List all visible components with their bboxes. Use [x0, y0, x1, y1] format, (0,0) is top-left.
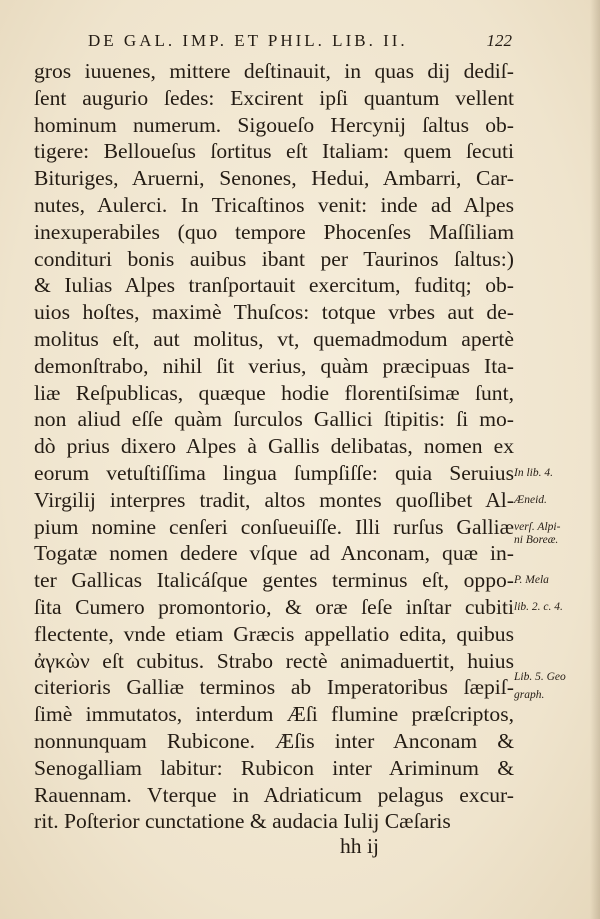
text-line: nutes, Aulerci. In Tricaſtinos venit: inde ad Alpes	[34, 192, 514, 217]
text-line: pium nomine cenſeri conſueuiſſe. Illi rurſus Galliæ	[34, 514, 514, 539]
margin-note: P. Mela	[514, 574, 549, 587]
catchword: hh ij	[340, 834, 379, 858]
margin-note: Æneid.	[514, 493, 547, 506]
text-line: flectente, vnde etiam Græcis appellatio edita, quibus	[34, 621, 514, 646]
text-line: condituri bonis auibus ibant per Taurinos ſaltus:)	[34, 246, 514, 271]
margin-note: In lib. 4.	[514, 467, 553, 479]
page-number: 122	[486, 31, 512, 50]
margin-note: Lib. 5. Geo	[514, 670, 566, 683]
body-text	[34, 58, 514, 835]
text-line: tigere: Belloueſus ſortitus eſt Italiam: quem ſecuti	[34, 139, 514, 164]
text-line: Bituriges, Aruerni, Senones, Hedui, Ambarri, Car-	[34, 166, 514, 191]
text-line: Rauennam. Vterque in Adriaticum pelagus excur-	[34, 782, 514, 807]
text-line: ſent augurio ſedes: Excirent ipſi quantum vellent	[34, 85, 514, 110]
text-line: ſita Cumero promontorio, & oræ ſeſe inſtar cubiti	[34, 594, 514, 619]
text-line: rit. Poſterior cunctatione & audacia Iulij Cæſaris	[34, 809, 451, 834]
text-line: eorum vetuſtiſſima lingua ſumpſiſſe: quia Seruius	[34, 460, 514, 485]
text-line: Togatæ nomen dedere vſque ad Anconam, quæ in-	[34, 541, 514, 566]
text-line: uios hoſtes, maximè Thuſcos: totque vrbes aut de-	[34, 300, 514, 325]
text-line: Senogalliam labitur: Rubicon inter Ariminum &	[34, 755, 514, 780]
text-line: non aliud eſſe quàm ſurculos Gallici ſtipitis: ſi mo-	[34, 407, 514, 432]
text-line: nonnunquam Rubicone. Æſis inter Anconam &	[34, 728, 514, 753]
margin-note: ni Boreæ.	[514, 534, 559, 546]
text-line: ἀγκὼν eſt cubitus. Strabo rectè animaduertit, huius	[34, 648, 514, 673]
text-line: demonſtrabo, nihil ſit verius, quàm præcipuas Ita-	[34, 353, 514, 378]
text-line: liæ Reſpublicas, quæque hodie florentiſsimæ ſunt,	[34, 380, 514, 405]
text-line: Virgilij interpres tradit, altos montes quoſlibet Al-	[34, 487, 514, 512]
text-line: hominum numerum. Sigoueſo Hercynij ſaltus ob-	[34, 112, 514, 137]
text-line: & Iulias Alpes tranſportauit exercitum, fuditq; ob-	[34, 273, 514, 298]
margin-note: lib. 2. c. 4.	[514, 601, 563, 613]
text-line: citerioris Galliæ terminos ab Imperatoribus ſæpiſ-	[34, 675, 514, 700]
text-line: ter Gallicas Italicáſque gentes terminus eſt, oppo-	[34, 568, 514, 593]
margin-note: verſ. Alpi-	[514, 520, 561, 533]
text-line: molitus eſt, aut molitus, vt, quemadmodum apertè	[34, 326, 514, 351]
text-line: dò prius dixero Alpes à Gallis delibatas, nomen ex	[34, 434, 514, 459]
text-line: gros iuuenes, mittere deſtinauit, in quas dij dediſ-	[34, 59, 514, 83]
text-line: ſimè immutatos, interdum Æſi flumine præſcriptos,	[34, 702, 514, 727]
running-title: DE GAL. IMP. ET PHIL. LIB. II.	[88, 31, 408, 50]
page-header	[88, 31, 518, 57]
text-line: inexuperabiles (quo tempore Phocenſes Maſſiliam	[34, 219, 514, 244]
margin-note: graph.	[514, 689, 545, 702]
